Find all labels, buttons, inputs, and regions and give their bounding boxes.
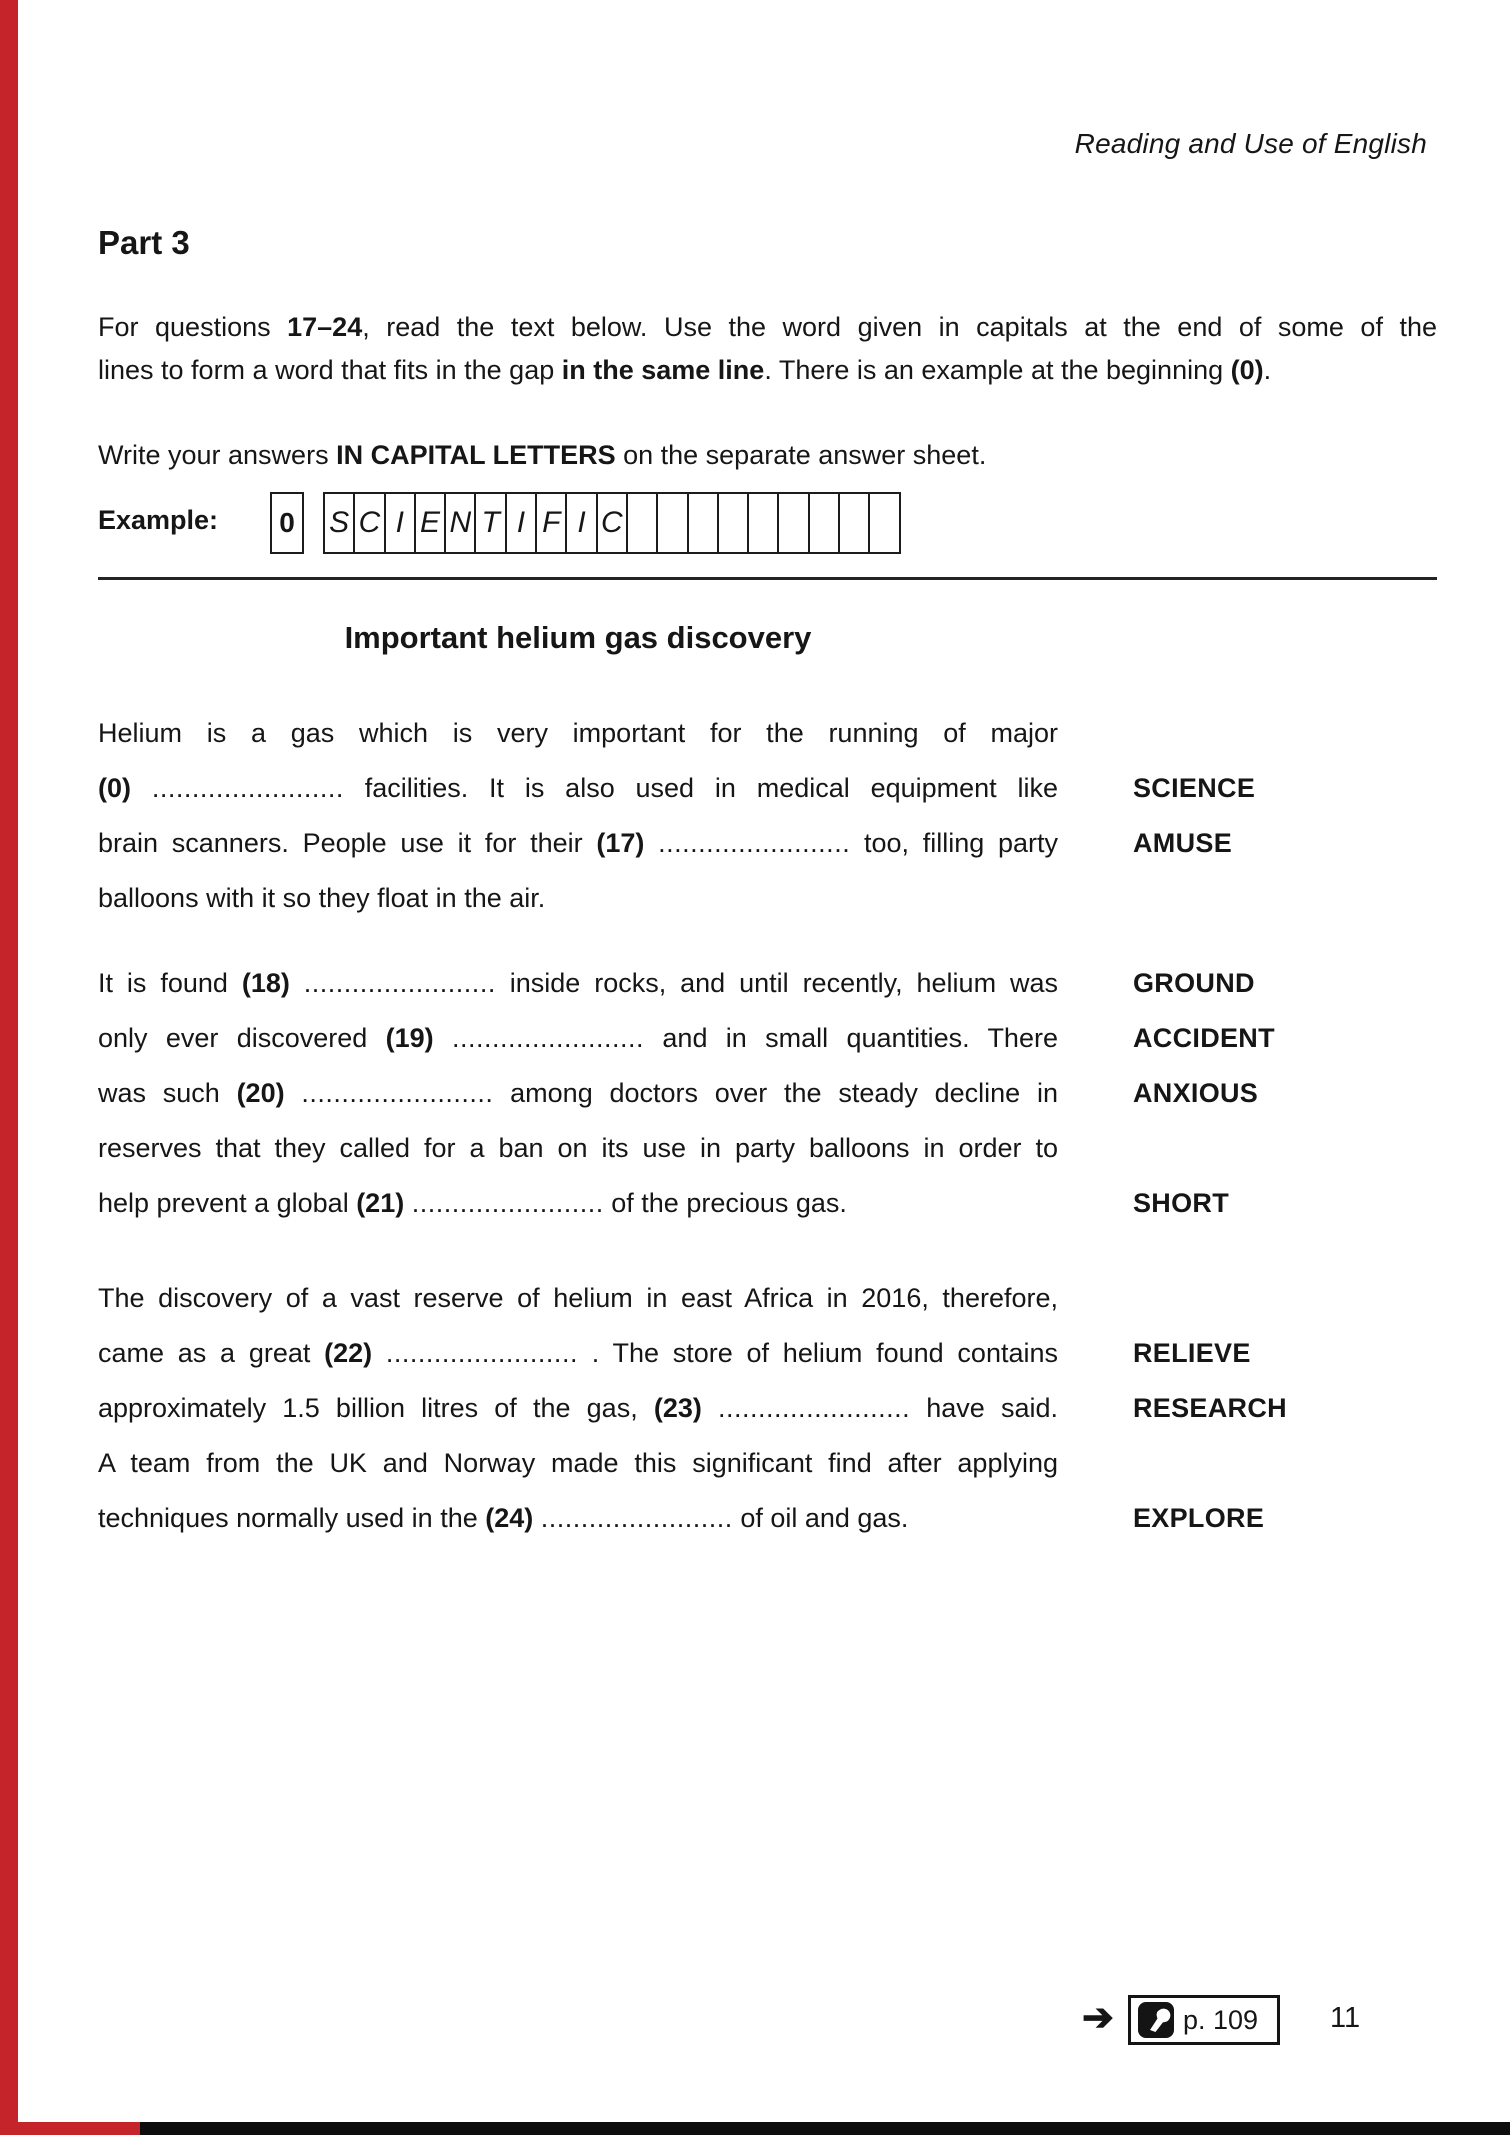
paragraph-row — [98, 1066, 1437, 1121]
answer-key-reference-box — [1128, 1995, 1280, 2045]
paragraph-row — [98, 816, 1437, 871]
text-segment — [372, 1338, 386, 1368]
text-segment: (18) — [241, 968, 290, 998]
text-segment: brain scanners. People use it for their — [98, 828, 597, 858]
book-spine-red-edge — [0, 0, 18, 2135]
text-line — [98, 1176, 1058, 1231]
example-answer-grid — [323, 492, 901, 554]
paragraph — [98, 706, 1437, 926]
keyword-label: ACCIDENT — [1133, 1023, 1275, 1053]
text-segment: facilities. It is also used in medical equipment like — [343, 773, 1058, 803]
keyword-label: SHORT — [1133, 1188, 1229, 1218]
text-segment: techniques normally used in the — [98, 1503, 486, 1533]
gap-dotted-line: ........................ — [452, 1023, 645, 1053]
text-segment: (17) — [596, 828, 645, 858]
text-segment: (22) — [324, 1338, 373, 1368]
keyword-label: AMUSE — [1133, 828, 1233, 858]
text-segment: (0) — [1230, 355, 1264, 385]
text-segment: lines to form a word that fits in the gap — [98, 355, 562, 385]
text-segment: of oil and gas. — [732, 1503, 909, 1533]
scan-bottom-edge — [140, 2122, 1510, 2135]
gap-dotted-line: ........................ — [540, 1503, 733, 1533]
text-line — [98, 1381, 1058, 1436]
paragraph-row — [98, 1381, 1437, 1436]
answer-letter-cell: S — [323, 492, 355, 554]
keyword-label: SCIENCE — [1133, 773, 1256, 803]
text-segment: only ever discovered — [98, 1023, 386, 1053]
answer-letter-cell: I — [505, 492, 537, 554]
text-segment: The discovery of a vast reserve of helium in east Africa in 2016, therefore, — [98, 1283, 1058, 1313]
text-segment: have said. — [910, 1393, 1058, 1423]
gap-dotted-line: ........................ — [658, 828, 851, 858]
answer-empty-cell — [626, 492, 658, 554]
text-segment: too, filling party — [850, 828, 1058, 858]
text-segment: (24) — [485, 1503, 534, 1533]
text-line — [98, 1326, 1058, 1381]
section-divider-rule — [98, 577, 1437, 580]
text-segment — [434, 1023, 452, 1053]
answer-empty-cell — [656, 492, 688, 554]
paragraph — [98, 1271, 1437, 1546]
scan-bottom-edge-red — [0, 2122, 140, 2135]
text-segment: (21) — [356, 1188, 405, 1218]
text-segment — [702, 1393, 718, 1423]
text-line — [98, 1121, 1058, 1176]
paragraph-row — [98, 871, 1437, 926]
gap-dotted-line: ........................ — [303, 968, 496, 998]
answer-letter-cell: C — [596, 492, 628, 554]
text-segment: inside rocks, and until recently, helium was — [495, 968, 1058, 998]
text-segment — [285, 1078, 302, 1108]
paragraph-row — [98, 1436, 1437, 1491]
text-line — [98, 349, 1437, 392]
paragraph-row — [98, 706, 1437, 761]
text-line — [98, 956, 1058, 1011]
text-segment: . — [1263, 355, 1272, 385]
answer-letter-cell: E — [414, 492, 446, 554]
text-segment: . There is an example at the beginning — [764, 355, 1231, 385]
answer-letter-cell: N — [444, 492, 476, 554]
answer-key-page-reference: p. 109 — [1183, 2004, 1259, 2035]
instructions-paragraph — [98, 306, 1437, 392]
text-segment: (19) — [385, 1023, 434, 1053]
text-segment: . The store of helium found contains — [577, 1338, 1058, 1368]
text-segment: help prevent a global — [98, 1188, 357, 1218]
answer-empty-cell — [777, 492, 809, 554]
text-line — [98, 1491, 1058, 1546]
running-head: Reading and Use of English — [1074, 128, 1427, 159]
text-segment: (0) — [98, 773, 131, 803]
text-segment: 17–24 — [287, 312, 363, 342]
text-line — [98, 816, 1058, 871]
answer-letter-cell: I — [565, 492, 597, 554]
key-icon — [1138, 2002, 1174, 2038]
text-segment: Helium is a gas which is very important for the running of major — [98, 718, 1058, 748]
text-segment: For questions — [98, 312, 288, 342]
text-segment: (20) — [236, 1078, 285, 1108]
text-segment: IN CAPITAL LETTERS — [336, 440, 616, 470]
text-segment: and in small quantities. There — [644, 1023, 1058, 1053]
answer-empty-cell — [687, 492, 719, 554]
keyword-label: RESEARCH — [1133, 1393, 1287, 1423]
text-line — [98, 871, 1058, 926]
write-answers-instruction — [98, 437, 1437, 473]
answer-empty-cell — [868, 492, 900, 554]
text-segment: , read the text below. Use the word given in capitals at the end of some of the — [362, 312, 1438, 342]
keyword-label: ANXIOUS — [1133, 1078, 1259, 1108]
text-segment — [644, 828, 658, 858]
text-segment: was such — [98, 1078, 237, 1108]
text-line — [98, 437, 1437, 473]
answer-letter-cell: I — [384, 492, 416, 554]
page-number: 11 — [1330, 2002, 1361, 2034]
answer-empty-cell — [808, 492, 840, 554]
paragraph-row — [98, 1121, 1437, 1176]
text-segment: A team from the UK and Norway made this significant find after applying — [98, 1448, 1058, 1478]
answer-letter-cell: F — [535, 492, 567, 554]
text-line — [98, 1271, 1058, 1326]
reading-text-title: Important helium gas discovery — [344, 620, 812, 655]
text-segment: approximately 1.5 billion litres of the gas, — [98, 1393, 654, 1423]
paragraph-row — [98, 1176, 1437, 1231]
answer-empty-cell — [747, 492, 779, 554]
example-number-box: 0 — [270, 492, 304, 554]
text-segment: came as a great — [98, 1338, 325, 1368]
text-line — [98, 306, 1437, 349]
text-segment: (23) — [653, 1393, 702, 1423]
text-segment — [533, 1503, 541, 1533]
paragraph-row — [98, 761, 1437, 816]
paragraph-row — [98, 1326, 1437, 1381]
text-segment: in the same line — [561, 355, 765, 385]
gap-dotted-line: ........................ — [301, 1078, 494, 1108]
keyword-label: RELIEVE — [1133, 1338, 1251, 1368]
paragraph-row — [98, 1271, 1437, 1326]
paragraph-row — [98, 1011, 1437, 1066]
text-segment — [131, 773, 152, 803]
text-line — [98, 761, 1058, 816]
paragraph — [98, 956, 1437, 1231]
paragraph-row — [98, 1491, 1437, 1546]
text-line — [98, 706, 1058, 761]
text-segment: balloons with it so they float in the air. — [98, 883, 546, 913]
text-line — [98, 1011, 1058, 1066]
answer-key-arrow-icon: ➔ — [1082, 1997, 1114, 2039]
answer-letter-cell: T — [474, 492, 506, 554]
text-line — [98, 1066, 1058, 1121]
gap-dotted-line: ........................ — [151, 773, 344, 803]
gap-dotted-line: ........................ — [385, 1338, 578, 1368]
text-segment — [404, 1188, 412, 1218]
text-segment: among doctors over the steady decline in — [493, 1078, 1058, 1108]
text-segment: reserves that they called for a ban on its use in party balloons in order to — [98, 1133, 1058, 1163]
text-segment: of the precious gas. — [603, 1188, 847, 1218]
text-segment: on the separate answer sheet. — [615, 440, 987, 470]
text-segment: It is found — [98, 968, 242, 998]
example-label: Example: — [98, 505, 219, 535]
answer-empty-cell — [838, 492, 870, 554]
keyword-label: EXPLORE — [1133, 1503, 1265, 1533]
answer-empty-cell — [717, 492, 749, 554]
paragraph-row — [98, 956, 1437, 1011]
part-title: Part 3 — [98, 224, 190, 261]
gap-dotted-line: ........................ — [411, 1188, 604, 1218]
gap-dotted-line: ........................ — [718, 1393, 911, 1423]
answer-letter-cell: C — [353, 492, 385, 554]
text-segment: Write your answers — [98, 440, 337, 470]
keyword-label: GROUND — [1133, 968, 1255, 998]
text-line — [98, 1436, 1058, 1491]
text-segment — [290, 968, 304, 998]
